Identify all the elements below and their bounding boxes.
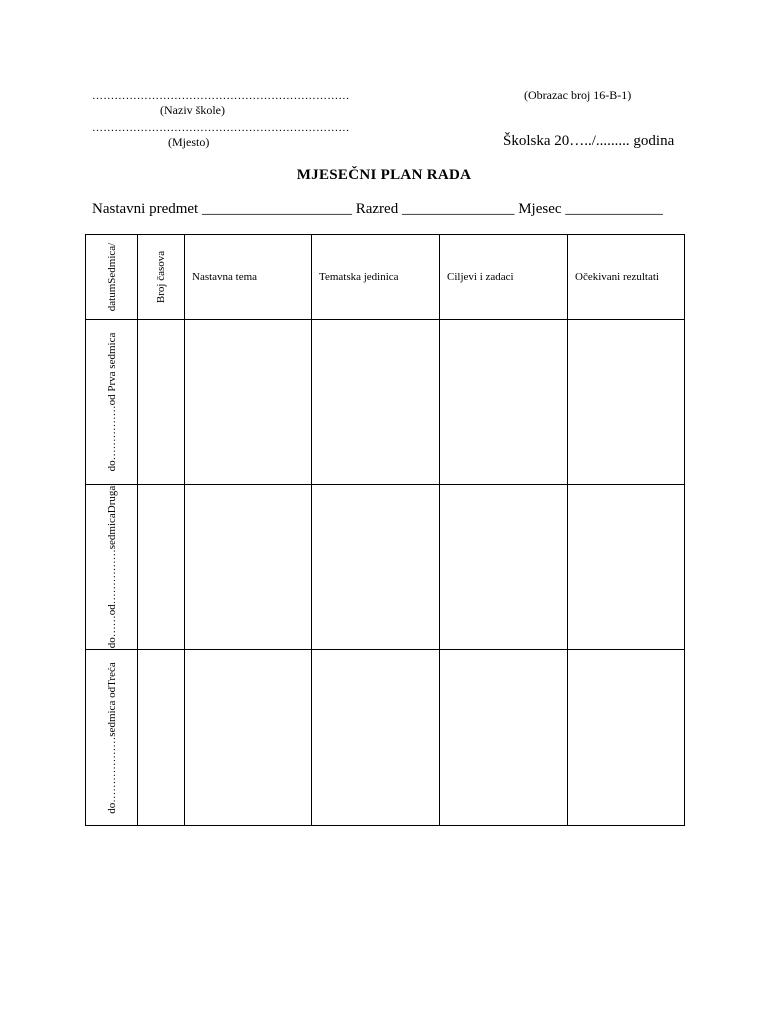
week-date-header: datumSedmica/: [86, 235, 138, 320]
week-2-label: do……od……………sedmicaDruga: [86, 485, 138, 650]
goals-cell[interactable]: [440, 485, 568, 650]
table-row: [86, 650, 685, 826]
results-cell[interactable]: [568, 650, 685, 826]
unit-header: Tematska jedinica: [312, 235, 440, 320]
results-cell[interactable]: [568, 485, 685, 650]
results-cell[interactable]: [568, 320, 685, 485]
table-row: [86, 485, 685, 650]
results-header: Očekivani rezultati: [568, 235, 685, 320]
topic-cell[interactable]: [185, 650, 312, 826]
unit-cell[interactable]: [312, 320, 440, 485]
hours-cell[interactable]: [138, 650, 185, 826]
school-name-label: (Naziv škole): [160, 103, 225, 117]
place-line: ……………………………………………………………: [92, 122, 350, 134]
topic-cell[interactable]: [185, 320, 312, 485]
topic-cell[interactable]: [185, 485, 312, 650]
page-title: MJESEČNI PLAN RADA: [296, 167, 472, 183]
place-label: (Mjesto): [168, 135, 210, 149]
table-row: [86, 320, 685, 485]
unit-cell[interactable]: [312, 485, 440, 650]
plan-table: [85, 234, 685, 826]
goals-cell[interactable]: [440, 650, 568, 826]
topic-header: Nastavna tema: [185, 235, 312, 320]
week-3-label: do………………sedmica odTreća: [86, 650, 138, 826]
hours-cell[interactable]: [138, 320, 185, 485]
school-year: Školska 20…../......... godina: [503, 133, 675, 149]
form-number: (Obrazac broj 16-B-1): [524, 88, 632, 102]
goals-header: Ciljevi i zadaci: [440, 235, 568, 320]
school-name-line: ……………………………………………………………: [92, 90, 350, 102]
header-row: [86, 235, 685, 320]
hours-header: Broj časova: [138, 235, 185, 320]
subject-class-month-line: Nastavni predmet ____________________ Razred _______________ Mjesec _____________: [92, 201, 663, 217]
unit-cell[interactable]: [312, 650, 440, 826]
week-1-label: do……………od Prva sedmica: [86, 320, 138, 485]
goals-cell[interactable]: [440, 320, 568, 485]
hours-cell[interactable]: [138, 485, 185, 650]
